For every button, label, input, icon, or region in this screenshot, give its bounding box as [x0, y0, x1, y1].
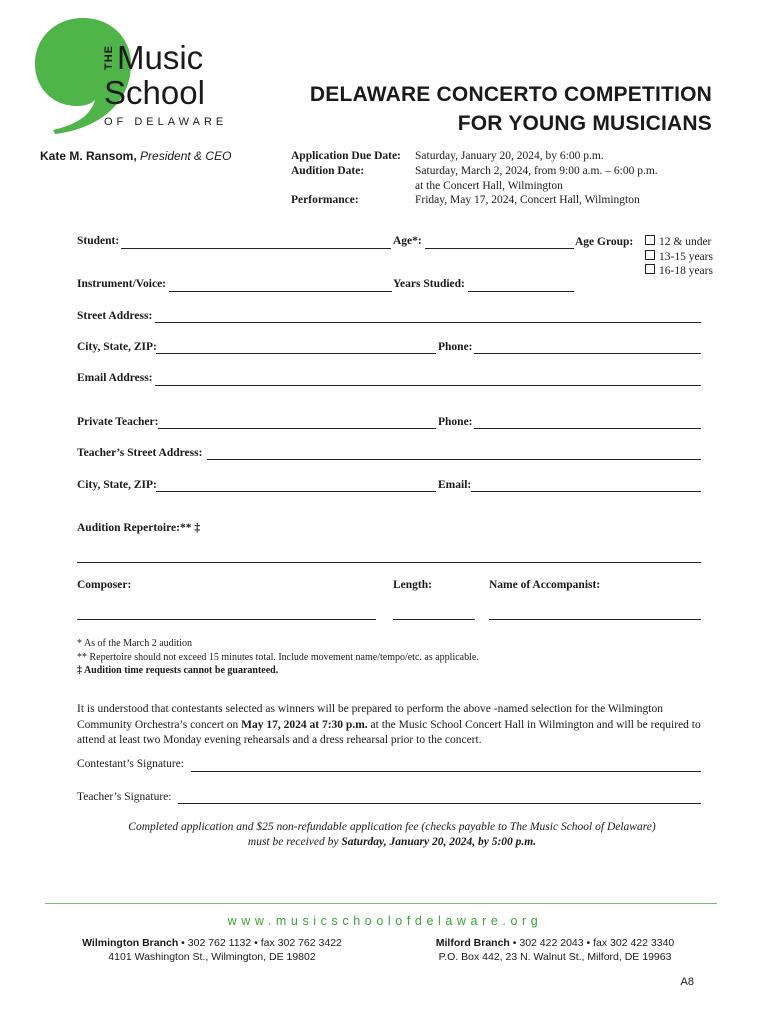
performance-value: Friday, May 17, 2024, Concert Hall, Wilmington: [415, 194, 640, 206]
years-studied-label: Years Studied:: [393, 278, 465, 290]
milford-branch-address: P.O. Box 442, 23 N. Walnut St., Milford, DE 19963: [438, 951, 672, 963]
fee-note-deadline: Saturday, January 20, 2024, by 5:00 p.m.: [341, 836, 537, 848]
agreement-concert-date: May 17, 2024 at 7:30 p.m.: [241, 718, 368, 731]
footnote-3: ‡ Audition time requests cannot be guaranteed.: [77, 665, 279, 676]
teacher-email-label: Email:: [438, 479, 472, 491]
fee-note: [77, 820, 707, 850]
agreement-paragraph: [77, 702, 707, 749]
contestant-signature-label: Contestant’s Signature:: [77, 758, 185, 770]
repertoire-field[interactable]: [77, 562, 701, 563]
audition-value-1: Saturday, March 2, 2024, from 9:00 a.m. – 6:00 p.m.: [415, 165, 658, 177]
age-option-16-18[interactable]: [645, 264, 713, 279]
teacher-street-field[interactable]: [207, 459, 701, 460]
age-group-label: Age Group:: [575, 236, 634, 248]
repertoire-label: Audition Repertoire:** ‡: [77, 522, 201, 534]
president-line: [40, 149, 231, 163]
checkbox-icon[interactable]: [645, 250, 655, 260]
teacher-phone-label: Phone:: [438, 416, 473, 428]
street-label: Street Address:: [77, 310, 153, 322]
student-field[interactable]: [121, 248, 391, 249]
app-due-value: Saturday, January 20, 2024, by 6:00 p.m.: [415, 150, 604, 162]
contestant-signature-field[interactable]: [191, 771, 701, 772]
agreement-text-2: at the Music School Concert Hall in Wilmington and will be required to attend at least two Monday evening rehearsals and a dress rehearsal prior to the concert.: [77, 718, 701, 746]
phone-field[interactable]: [474, 353, 701, 354]
footer-divider: [45, 903, 717, 904]
footnotes: [77, 637, 479, 678]
president-name: Kate M. Ransom,: [40, 149, 137, 163]
age-option-label: 12 & under: [659, 236, 712, 248]
age-option-13-15[interactable]: [645, 250, 713, 265]
website-link[interactable]: www.musicschoolofdelaware.org: [227, 914, 543, 928]
title-line-2: FOR YOUNG MUSICIANS: [457, 112, 712, 135]
fee-note-line-2: [77, 835, 707, 850]
wilmington-branch-phones: • 302 762 1132 • fax 302 762 3422: [178, 937, 342, 949]
teacher-city-field[interactable]: [156, 491, 436, 492]
student-label: Student:: [77, 235, 120, 247]
accompanist-field[interactable]: [489, 619, 701, 620]
president-title: President & CEO: [140, 149, 232, 163]
footnote-2: ** Repertoire should not exceed 15 minutes total. Include movement name/tempo/etc. as applicable.: [77, 651, 479, 663]
teacher-signature-label: Teacher’s Signature:: [77, 791, 172, 803]
composer-label: Composer:: [77, 579, 132, 591]
private-teacher-field[interactable]: [158, 428, 436, 429]
page-number: A8: [680, 976, 694, 988]
logo-of-delaware-text: OF DELAWARE: [104, 116, 228, 128]
age-option-label: 16-18 years: [659, 265, 713, 277]
city-label: City, State, ZIP:: [77, 341, 157, 353]
phone-label: Phone:: [438, 341, 473, 353]
teacher-phone-field[interactable]: [474, 428, 701, 429]
performance-label: Performance:: [291, 194, 359, 206]
instrument-label: Instrument/Voice:: [77, 278, 167, 290]
email-address-label: Email Address:: [77, 372, 153, 384]
logo-the-text: THE: [103, 45, 115, 70]
teacher-signature-field[interactable]: [178, 803, 701, 804]
teacher-city-label: City, State, ZIP:: [77, 479, 157, 491]
length-field[interactable]: [393, 619, 475, 620]
audition-label: Audition Date:: [291, 165, 365, 177]
instrument-field[interactable]: [169, 291, 392, 292]
age-label: Age*:: [393, 235, 422, 247]
wilmington-branch-name: Wilmington Branch: [82, 937, 179, 949]
audition-value-2: at the Concert Hall, Wilmington: [415, 180, 563, 192]
fee-note-line-2-text: must be received by: [247, 836, 342, 848]
street-field[interactable]: [155, 322, 701, 323]
title-line-1: DELAWARE CONCERTO COMPETITION: [309, 83, 712, 106]
wilmington-branch: [47, 936, 377, 964]
fee-note-line-1: Completed application and $25 non-refundable application fee (checks payable to The Music School of Delaware): [128, 821, 656, 833]
age-option-label: 13-15 years: [659, 250, 713, 263]
city-field[interactable]: [156, 353, 436, 354]
page-title: [310, 80, 712, 138]
logo-music-text: Music: [117, 39, 204, 76]
length-label: Length:: [393, 579, 432, 591]
wilmington-branch-address: 4101 Washington St., Wilmington, DE 19802: [108, 951, 316, 963]
checkbox-icon[interactable]: [645, 264, 655, 274]
accompanist-label: Name of Accompanist:: [489, 579, 601, 591]
email-address-field[interactable]: [155, 385, 701, 386]
logo-school-text: School: [104, 74, 205, 111]
app-due-label: Application Due Date:: [291, 150, 401, 162]
composer-field[interactable]: [77, 619, 376, 620]
checkbox-icon[interactable]: [645, 235, 655, 245]
agreement-text-1: It is understood that contestants selected as winners will be prepared to perform the above -named selection for the Wilmington Community Orchestra’s concert on: [77, 703, 663, 731]
private-teacher-label: Private Teacher:: [77, 416, 159, 428]
milford-branch-name: Milford Branch: [435, 937, 510, 949]
teacher-street-label: Teacher’s Street Address:: [77, 447, 203, 459]
age-option-12-under[interactable]: [645, 235, 711, 250]
age-field[interactable]: [425, 248, 574, 249]
footnote-1: * As of the March 2 audition: [77, 638, 192, 649]
years-studied-field[interactable]: [468, 291, 574, 292]
teacher-email-field[interactable]: [471, 491, 701, 492]
milford-branch-phones: • 302 422 2043 • fax 302 422 3340: [509, 937, 675, 949]
age-group: [575, 235, 713, 277]
milford-branch: [395, 936, 715, 964]
